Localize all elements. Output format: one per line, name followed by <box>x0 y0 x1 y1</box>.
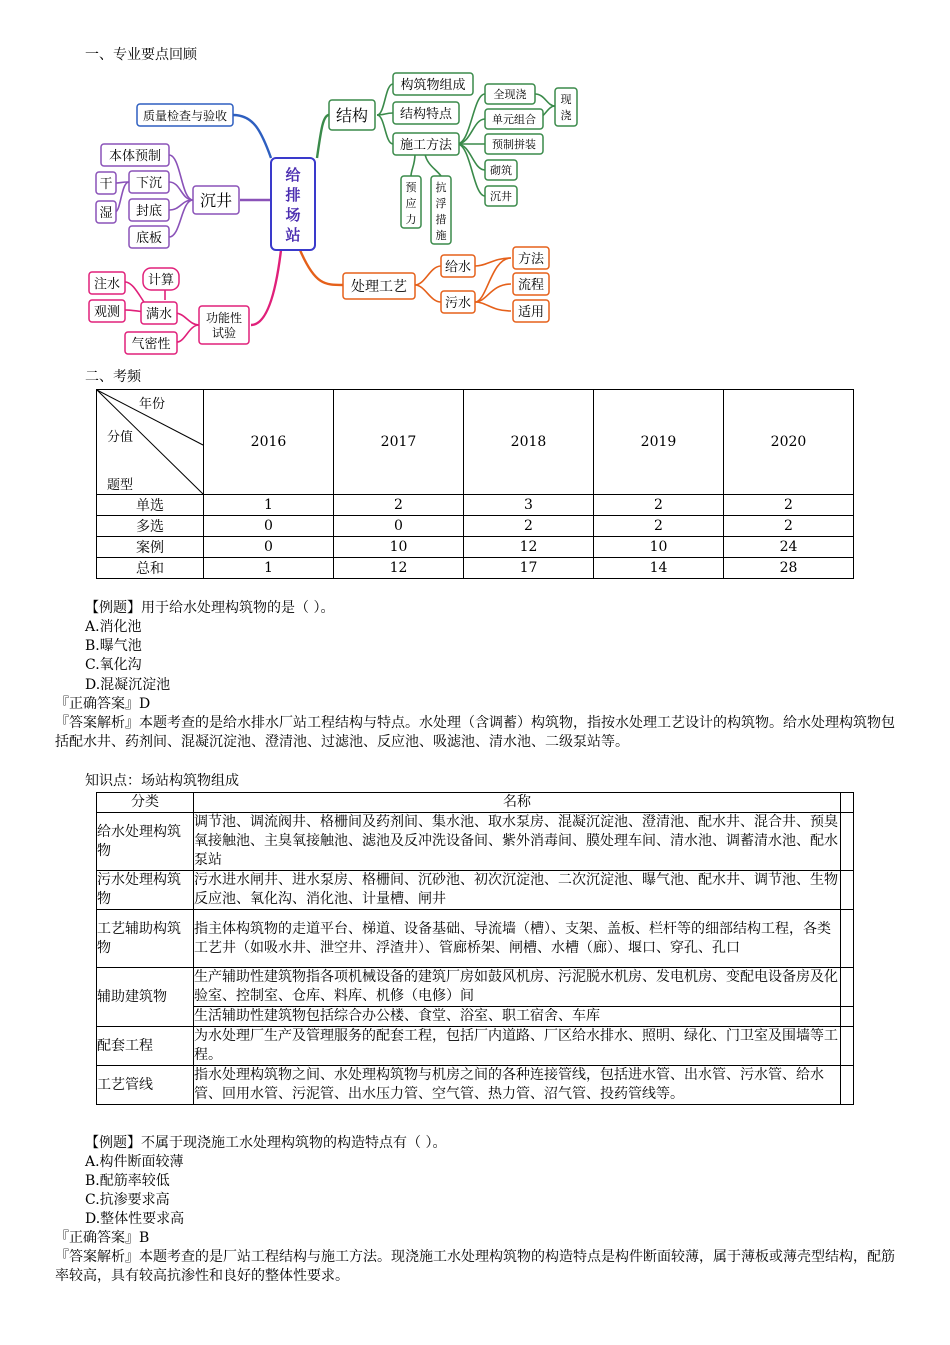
q2-stem: 【例题】不属于现浇施工水处理构筑物的构造特点有（ ）。 <box>85 1135 447 1151</box>
names-cell: 污水进水闸井、进水泵房、格栅间、沉砂池、初次沉淀池、二次沉淀池、曝气池、配水井、调节池、生物反应池、氧化沟、消化池、计量槽、闸井 <box>194 871 841 910</box>
header-spacer <box>841 793 854 813</box>
cell: 12 <box>334 558 464 579</box>
cell: 2 <box>594 516 724 537</box>
frequency-table <box>96 389 854 579</box>
table-row <box>97 813 854 871</box>
row-type: 单选 <box>97 495 204 516</box>
q1-stem: 【例题】用于给水处理构筑物的是（ ）。 <box>85 600 335 616</box>
names-cell: 生活辅助性建筑物包括综合办公楼、食堂、浴室、职工宿舍、车库 <box>194 1007 841 1027</box>
cell: 2 <box>334 495 464 516</box>
section-1-title: 一、专业要点回顾 <box>85 47 197 63</box>
chenjing-node: 沉井 <box>199 191 233 210</box>
quality-node: 质量检查与验收 <box>142 109 228 123</box>
spacer-cell <box>841 1066 854 1105</box>
manshui-child-3: 计算 <box>147 273 175 288</box>
names-cell: 指水处理构筑物之间、水处理构筑物与机房之间的各种连接管线，包括进水管、出水管、污水管、给水管、回用水管、污泥管、出水压力管、空气管、热力管、沼气管、投药管线等。 <box>194 1066 841 1105</box>
q2-option-b: B.配筋率较低 <box>85 1173 170 1189</box>
chuli-child-2: 污水 <box>444 296 472 311</box>
gongneng-line-1: 功能性 <box>205 311 243 325</box>
table-row <box>97 516 854 537</box>
table-row <box>97 968 854 1007</box>
cell: 0 <box>204 537 334 558</box>
cell: 2 <box>594 495 724 516</box>
center-char-4: 站 <box>285 226 301 244</box>
chenjing-child-1: 本体预制 <box>108 149 162 164</box>
corner-score: 分值 <box>107 430 134 445</box>
names-cell: 调节池、调流阀井、格栅间及药剂间、集水池、取水泵房、混凝沉淀池、澄清池、配水井、混合井、预臭氧接触池、主臭氧接触池、滤池及反冲洗设备间、紫外消毒间、膜处理车间、清水池、调蓄清水池、配水泵站 <box>194 813 841 871</box>
cell: 0 <box>204 516 334 537</box>
cell: 12 <box>464 537 594 558</box>
yuyingli-char-3: 力 <box>405 213 417 226</box>
year-header: 2019 <box>594 390 724 495</box>
shigong-child-2: 单元组合 <box>492 113 536 126</box>
cell: 17 <box>464 558 594 579</box>
cell: 10 <box>334 537 464 558</box>
table-row <box>97 1066 854 1105</box>
chuli-leaf-1: 方法 <box>517 252 545 267</box>
cell: 24 <box>724 537 854 558</box>
table-row <box>97 558 854 579</box>
header-category: 分类 <box>97 793 194 813</box>
manshui-child-2: 观测 <box>93 305 121 320</box>
spacer-cell <box>841 1027 854 1066</box>
q1-answer: 『正确答案』D <box>55 696 151 712</box>
table-row <box>97 910 854 968</box>
spacer-cell <box>841 813 854 871</box>
table-row <box>97 871 854 910</box>
table-corner-cell <box>97 390 204 495</box>
spacer-cell <box>841 910 854 968</box>
q2-option-c: C.抗渗要求高 <box>85 1192 170 1208</box>
spacer-cell <box>841 1007 854 1027</box>
category-cell: 工艺辅助构筑物 <box>97 910 194 968</box>
category-cell: 工艺管线 <box>97 1066 194 1105</box>
chuli-node: 处理工艺 <box>351 279 407 295</box>
chuli-child-1: 给水 <box>444 260 472 275</box>
names-cell: 指主体构筑物的走道平台、梯道、设备基础、导流墙（槽）、支架、盖板、栏杆等的细部结构工程，各类工艺井（如吸水井、泄空井、浮渣井）、管廊桥架、闸槽、水槽（廊）、堰口、穿孔、孔口 <box>194 910 841 968</box>
center-char-2: 排 <box>285 186 301 204</box>
cell: 0 <box>334 516 464 537</box>
jiegou-child-2: 结构特点 <box>399 107 453 122</box>
spacer-cell <box>841 968 854 1007</box>
table-row <box>97 537 854 558</box>
cell: 10 <box>594 537 724 558</box>
year-header: 2018 <box>464 390 594 495</box>
mind-map <box>85 70 585 370</box>
spacer-cell <box>841 871 854 910</box>
chenjing-child-3: 封底 <box>135 204 163 219</box>
composition-table <box>96 792 854 1105</box>
xianjiao-char-2: 浇 <box>560 109 572 122</box>
center-char-3: 场 <box>285 206 301 224</box>
chuli-leaf-2: 流程 <box>517 278 545 293</box>
cell: 1 <box>204 558 334 579</box>
shigong-child-5: 沉井 <box>490 190 512 203</box>
cell: 3 <box>464 495 594 516</box>
q1-option-b: B.曝气池 <box>85 638 142 654</box>
row-type: 案例 <box>97 537 204 558</box>
yuyingli-char-1: 预 <box>405 181 417 194</box>
jiegou-child-3: 施工方法 <box>399 138 453 153</box>
chuli-leaf-3: 适用 <box>517 305 545 320</box>
manshui-child-1: 注水 <box>93 277 121 292</box>
cell: 2 <box>464 516 594 537</box>
category-cell: 污水处理构筑物 <box>97 871 194 910</box>
category-cell: 配套工程 <box>97 1027 194 1066</box>
row-type: 多选 <box>97 516 204 537</box>
q1-option-c: C.氧化沟 <box>85 657 142 673</box>
cell: 1 <box>204 495 334 516</box>
method-dry: 干 <box>99 177 113 192</box>
table-row <box>97 495 854 516</box>
cell: 2 <box>724 495 854 516</box>
category-cell: 给水处理构筑物 <box>97 813 194 871</box>
q2-analysis: 『答案解析』本题考查的是厂站工程结构与施工方法。现浇施工水处理构筑物的构造特点是构件断面较薄，属于薄板或薄壳型结构，配筋率较高，具有较高抗渗性和良好的整体性要求。 <box>55 1249 895 1284</box>
q1-option-a: A.消化池 <box>85 619 142 635</box>
chenjing-child-2: 下沉 <box>135 176 163 191</box>
table-row <box>97 1007 854 1027</box>
shigong-child-1: 全现浇 <box>493 88 527 101</box>
corner-type: 题型 <box>107 478 134 493</box>
kangfu-char-1: 抗 <box>435 181 447 194</box>
q2-option-a: A.构件断面较薄 <box>85 1154 184 1170</box>
header-name: 名称 <box>194 793 841 813</box>
year-header: 2016 <box>204 390 334 495</box>
q1-analysis: 『答案解析』本题考查的是给水排水厂站工程结构与特点。水处理（含调蓄）构筑物，指按水处理工艺设计的构筑物。给水处理构筑物包括配水井、药剂间、混凝沉淀池、澄清池、过滤池、反应池、吸滤池、清水池、二级泵站等。 <box>55 715 895 750</box>
chenjing-child-4: 底板 <box>135 231 163 246</box>
row-type: 总和 <box>97 558 204 579</box>
knowledge-title: 知识点：场站构筑物组成 <box>85 773 239 789</box>
corner-year: 年份 <box>139 397 166 412</box>
kangfu-char-2: 浮 <box>435 197 447 210</box>
table-row <box>97 1027 854 1066</box>
q1-option-d: D.混凝沉淀池 <box>85 677 171 693</box>
gongneng-line-2: 试验 <box>211 326 237 340</box>
yuyingli-char-2: 应 <box>405 197 417 210</box>
manshui-node: 满水 <box>145 307 173 322</box>
cell: 2 <box>724 516 854 537</box>
names-cell: 为水处理厂生产及管理服务的配套工程，包括厂内道路、厂区给水排水、照明、绿化、门卫室及围墙等工程。 <box>194 1027 841 1066</box>
section-2-title: 二、考频 <box>85 369 141 385</box>
center-char-1: 给 <box>285 166 301 184</box>
jiegou-node: 结构 <box>335 106 369 125</box>
year-header: 2017 <box>334 390 464 495</box>
shigong-child-3: 预制拼装 <box>492 138 536 151</box>
year-header: 2020 <box>724 390 854 495</box>
qimi-node: 气密性 <box>131 337 171 352</box>
cell: 14 <box>594 558 724 579</box>
cell: 28 <box>724 558 854 579</box>
shigong-child-4: 砌筑 <box>490 164 512 177</box>
category-cell: 辅助建筑物 <box>97 968 194 1027</box>
xianjiao-char-1: 现 <box>560 93 572 106</box>
q2-answer: 『正确答案』B <box>55 1230 150 1246</box>
names-cell: 生产辅助性建筑物指各项机械设备的建筑厂房如鼓风机房、污泥脱水机房、发电机房、变配电设备房及化验室、控制室、仓库、料库、机修（电修）间 <box>194 968 841 1007</box>
q2-option-d: D.整体性要求高 <box>85 1211 185 1227</box>
kangfu-char-4: 施 <box>435 229 447 242</box>
jiegou-child-1: 构筑物组成 <box>400 78 466 93</box>
method-wet: 湿 <box>99 206 113 221</box>
kangfu-char-3: 措 <box>435 213 447 226</box>
